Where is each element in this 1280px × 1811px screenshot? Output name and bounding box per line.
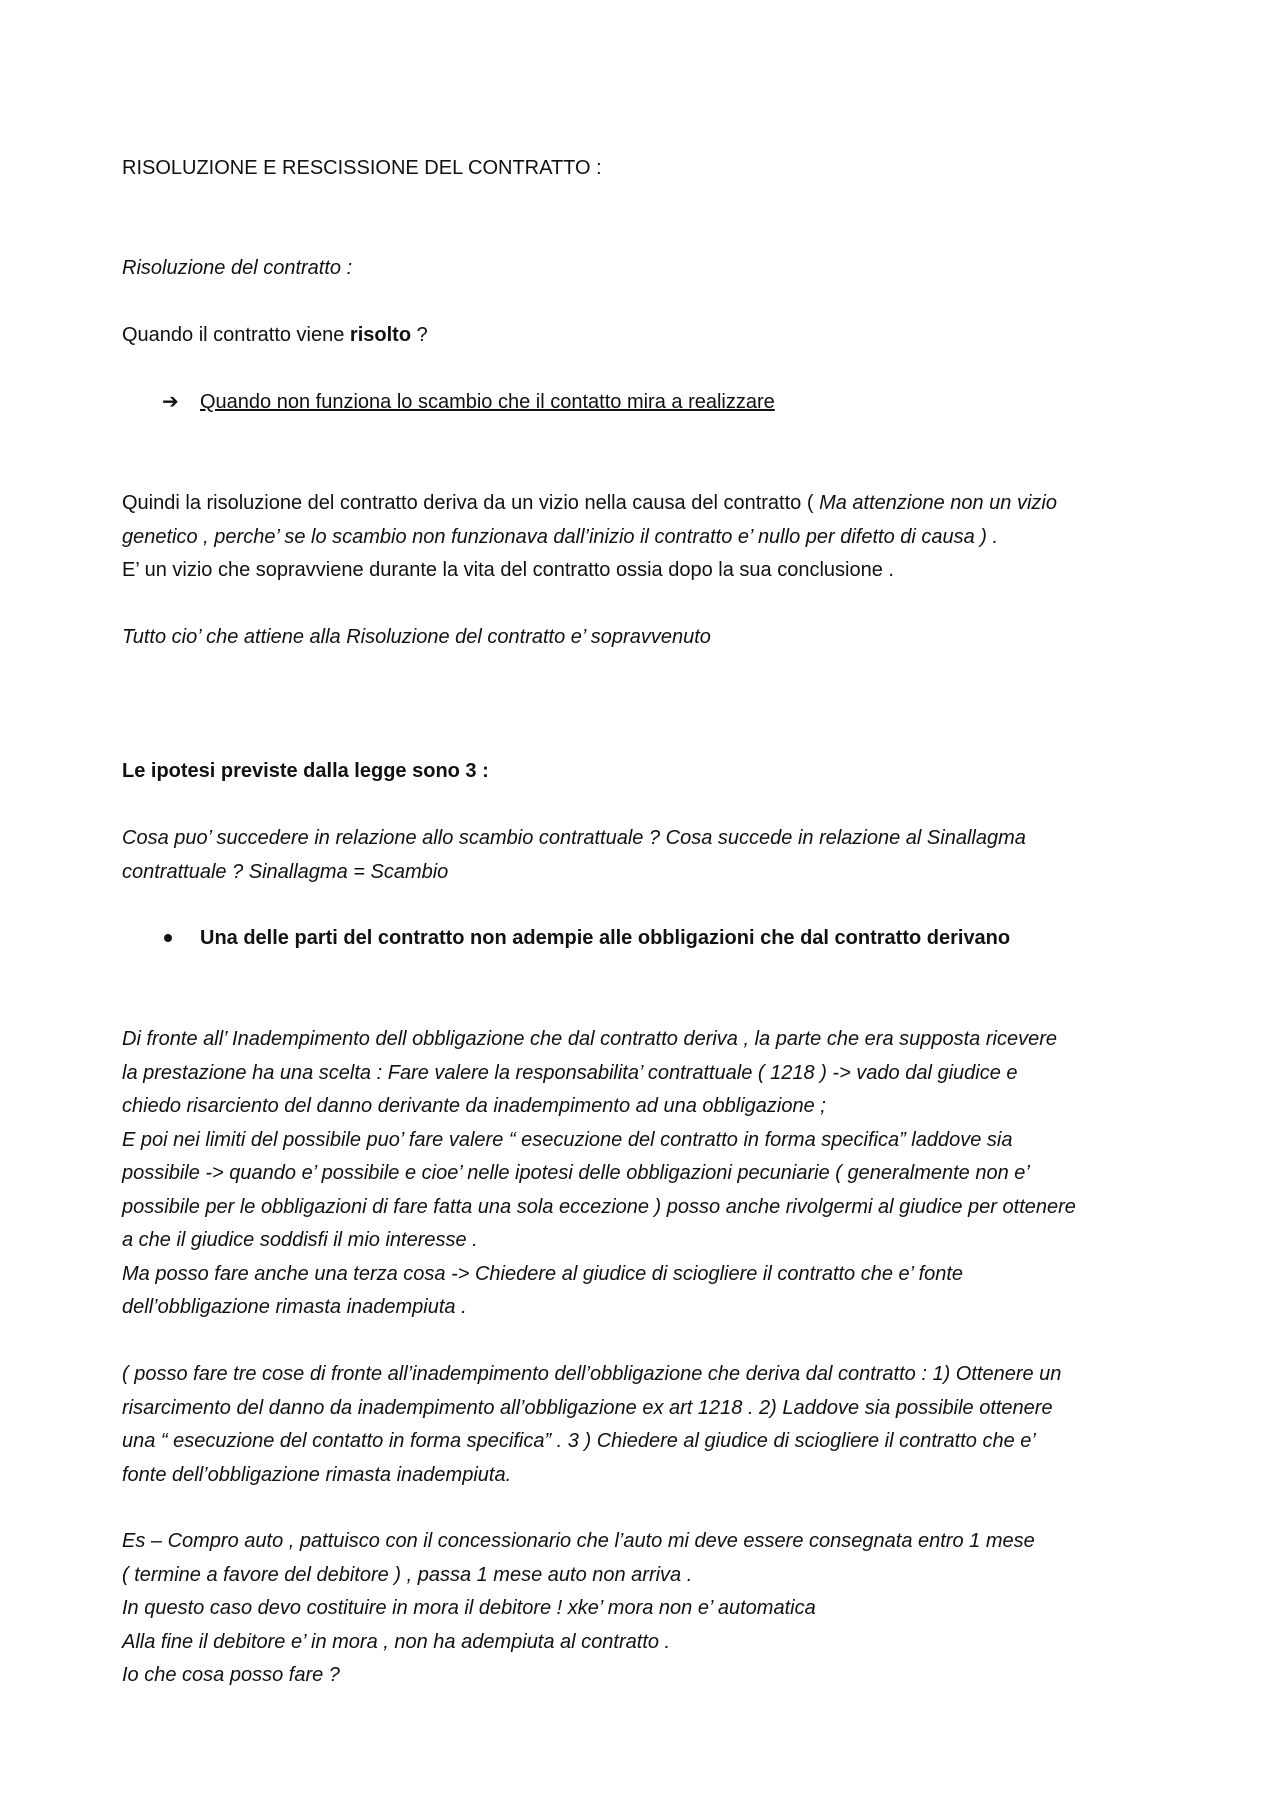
paragraph-line: Ma posso fare anche una terza cosa -> Chiedere al giudice di sciogliere il contratto che e’ fonte [122,1262,964,1285]
arrow-bullet-icon: ➔ [162,391,179,413]
arrow-list-item [200,386,1180,420]
paragraph-line: ( termine a favore del debitore ) , passa 1 mese auto non arriva . [122,1563,693,1586]
paragraph-text: Quindi la risoluzione del contratto deriva da un vizio nella causa del contratto ( [122,492,820,514]
paragraph-line: contrattuale ? Sinallagma = Scambio [122,860,449,883]
paragraph-line: risarcimento del danno da inadempimento all’obbligazione ex art 1218 . 2) Laddove sia possibile ottenere [122,1396,1053,1419]
paragraph-line: Alla fine il debitore e’ in mora , non ha adempiuta al contratto . [122,1630,671,1653]
paragraph-line: possibile per le obbligazioni di fare fatta una sola eccezione ) posso anche rivolgermi al giudice per ottenere [122,1195,1076,1218]
paragraph-line: In questo caso devo costituire in mora il debitore ! xke’ mora non e’ automatica [122,1597,816,1619]
paragraph-line: una “ esecuzione del contatto in forma specifica” . 3 ) Chiedere al giudice di sciogliere il contratto che e’ [122,1430,1036,1452]
paragraph-line: genetico , perche’ se lo scambio non funzionava dall’inizio il contratto e’ nullo per difetto di causa ) . [122,525,999,548]
hypotheses-heading-text: Le ipotesi previste dalla legge sono 3 : [122,760,489,782]
bullet-list-item [200,922,1180,956]
paragraph-line: E poi nei limiti del possibile puo’ fare valere “ esecuzione del contratto in forma specifica” laddove sia [122,1128,1013,1151]
paragraph-sinallagma [122,822,1172,889]
section-heading-text: Risoluzione del contratto : [122,257,353,279]
paragraph-line: Di fronte all’ Inadempimento dell obbligazione che dal contratto deriva , la parte che era supposta ricevere [122,1028,1057,1050]
bullet-list-item-text: Una delle parti del contratto non adempie alle obbligazioni che dal contratto derivano [200,927,1011,949]
paragraph-line: Es – Compro auto , pattuisco con il concessionario che l’auto mi deve essere consegnata entro 1 mese [122,1530,1035,1552]
paragraph-esempio [122,1525,1172,1693]
paragraph-line: fonte dell’obbligazione rimasta inadempiuta. [122,1463,512,1486]
paragraph-line: Cosa puo’ succedere in relazione allo scambio contrattuale ? Cosa succede in relazione al Sinallagma [122,827,1026,849]
question-line [122,319,1172,353]
paragraph-tre-cose [122,1358,1172,1492]
question-suffix: ? [411,324,428,346]
arrow-list-item-text: Quando non funziona lo scambio che il contatto mira a realizzare [200,391,775,413]
paragraph-risoluzione-vizio [122,487,1172,588]
paragraph-line [122,487,1172,521]
paragraph-text: Tutto cio’ che attiene alla Risoluzione del contratto e’ sopravvenuto [122,626,711,648]
section-heading-risoluzione [122,252,1172,286]
question-bold-term: risolto [349,324,412,346]
paragraph-line: ( posso fare tre cose di fronte all’inadempimento dell’obbligazione che deriva dal contratto : 1) Ottenere un [122,1363,1062,1385]
paragraph-line: possibile -> quando e’ possibile e cioe’ nelle ipotesi delle obbligazioni pecuniarie ( generalmente non e’ [122,1162,1030,1184]
document-title [122,152,1172,186]
paragraph-sopravvenuto [122,621,1172,655]
paragraph-line: Io che cosa posso fare ? [122,1664,340,1686]
paragraph-line: dell’obbligazione rimasta inadempiuta . [122,1296,467,1318]
paragraph-line: la prestazione ha una scelta : Fare valere la responsabilita’ contrattuale ( 1218 ) -> vado dal giudice e [122,1061,1018,1084]
paragraph-line: chiedo risarciento del danno derivante da inadempimento ad una obbligazione ; [122,1095,826,1117]
paragraph-italic-text: Ma attenzione non un vizio [819,492,1057,514]
paragraph-line: E’ un vizio che sopravviene durante la vita del contratto ossia dopo la sua conclusione . [122,559,894,581]
paragraph-line: a che il giudice soddisfi il mio interesse . [122,1229,478,1251]
hypotheses-heading [122,755,1172,789]
question-prefix: Quando il contratto viene [122,324,350,346]
bullet-dot-icon [164,934,172,942]
paragraph-inadempimento [122,1023,1172,1325]
document-title-text: RISOLUZIONE E RESCISSIONE DEL CONTRATTO : [122,157,602,179]
